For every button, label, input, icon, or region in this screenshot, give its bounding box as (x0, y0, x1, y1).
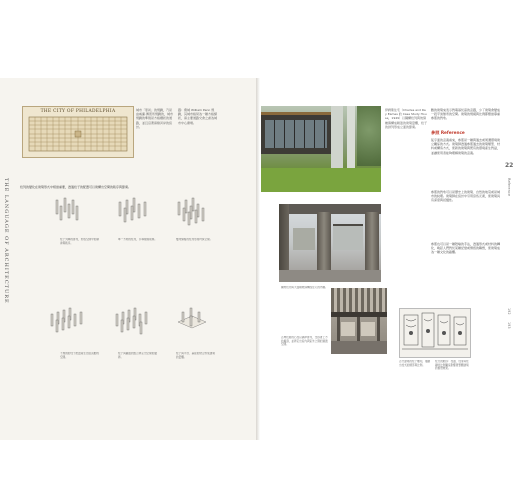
map-caption-2: 圖：費城 William Penn 規劃，其城市格局為一種方格網狀，兩主要道路交會之處為城市中心廣場。 (178, 108, 218, 125)
caption-1: 柱子列陣的排列，形成空間中的韻律與秩序。 (60, 238, 99, 245)
body-text-4: 參照也可以是一種隱喻的手法，透過形式或材料的轉化，喚起人們對於某種記憶或情感的聯想，使建築成為一種文化的載體。 (431, 242, 501, 255)
column-model-5 (112, 306, 154, 336)
walkway-caption: 古典柱廊的石柱以韻律排列，支撐著上方的屋頂，並界定出室內與室外之間的過渡空間。 (281, 336, 328, 347)
left-page (0, 78, 257, 440)
column-model-1 (52, 196, 88, 226)
drawing-lines (400, 309, 470, 357)
map-grid (23, 107, 133, 157)
section-label: Reference (507, 178, 511, 197)
bottom-caption: 柱式的細部：柱頭、柱身與柱礎的比例關係影響著整體建築的視覺效果。 (435, 360, 469, 371)
body-text-3: 參照的對象可以是歷史上的建築、自然的地景或是城市的紋理。建築師在設計中引用這些元素，使建築具有深度與延續性。 (431, 190, 501, 203)
book-spread (0, 78, 520, 440)
page-number-left: 192 (507, 308, 511, 315)
eames-caption: 伊姆斯住宅（Charles and Ray Eames 的 Case Study House，1949）以鋼構柱列與玻璃帷幕構成輕盈的建築量體，柱子的排列形成立面的節奏。 (385, 108, 427, 129)
caption-2: 單一方向的柱列，引導視線前進。 (118, 238, 157, 241)
drawing-caption: 古代建築的柱子雕刻，描繪出柱式的細部與比例。 (399, 360, 431, 367)
column-model-4 (48, 306, 90, 336)
right-page (259, 78, 520, 440)
map-caption: 城市「原初」的規劃，乃是由威廉·佩恩所規劃的，城市規劃的準則是方格柵狀的道路，並且沿著兩條河岸的設計。 (136, 108, 173, 129)
walkway-photo (331, 288, 387, 354)
caption-3: 雙向網格的柱列形成均質空間。 (176, 238, 213, 241)
historic-drawing (399, 308, 471, 358)
column-hall-caption: 鋼骨柱列與大面積玻璃構成住宅的外觀。 (281, 286, 328, 289)
book-gutter (256, 78, 260, 440)
page-number-right: 193 (507, 322, 511, 329)
caption-4: 不規則的柱子配置產生自由流動的空間。 (60, 352, 99, 359)
eames-house-photo (261, 106, 381, 192)
caption-5: 柱子與牆面的組合界定出空間的邊界。 (118, 352, 157, 359)
vertical-book-title: THE LANGUAGE OF ARCHITECTURE (3, 178, 9, 304)
body-text-1: 數的建築來表示對奠基於高的意圖，少了建築會變成一段平淡無奇的空間。建築的規模與比例都應當尊重參照的對象。 (431, 108, 501, 121)
column-hall-photo (279, 204, 381, 282)
column-model-6 (174, 304, 210, 334)
caption-6: 柱子與平台、基座的結合形成建築的量體。 (176, 352, 215, 359)
body-text-2: 從字面的意義看來，參照是一種與過去或周遭環境建立關係的方式。建築師透過參照過去的建築類型、材料或構造方式，使新的建築與既有的環境產生對話，並讓使用者能夠理解建築的意義。 (431, 138, 501, 155)
column-model-3 (174, 196, 210, 226)
section-number: 22 (505, 162, 514, 169)
column-model-2 (116, 196, 152, 226)
philadelphia-map (22, 106, 134, 158)
intro-caption: 柱列的變化在建築形式中相當重要，透過柱子的配置可以建構出空間的秩序與節奏。 (20, 185, 132, 189)
map-title: THE CITY OF PHILADELPHIA (40, 109, 116, 114)
section-heading: 參照 Reference (431, 130, 465, 135)
